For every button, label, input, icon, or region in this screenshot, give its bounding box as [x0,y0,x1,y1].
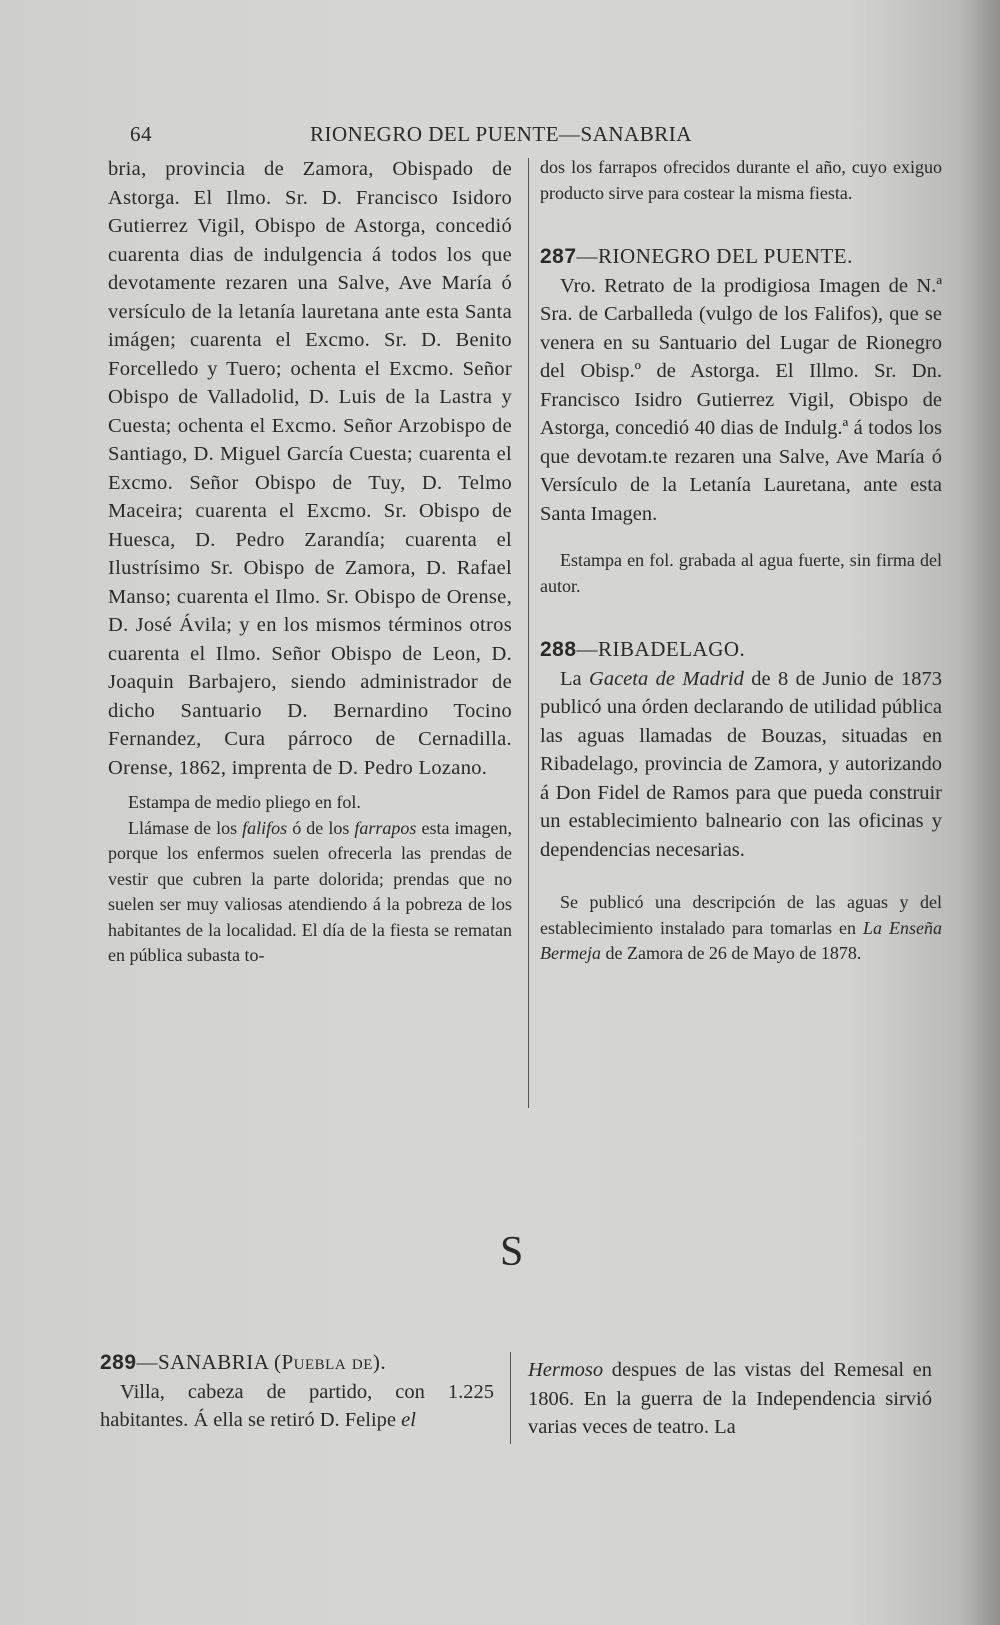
column-divider [528,158,529,1108]
entry-289-heading: 289—SANABRIA (Puebla de). [100,1350,387,1374]
running-title: RIONEGRO DEL PUENTE—SANABRIA [310,122,692,146]
entry-289-left-text: Villa, cabeza de partido, con 1.225 habitantes. Á ella se retiró D. Felipe el [100,1380,494,1431]
entry-288-note: Se publicó una descripción de las aguas y del establecimiento instalado para tomarlas en La Enseña Bermeja de Zamora de 26 de Mayo de 1878. [540,892,943,963]
section-letter: S [500,1229,524,1275]
left-main-paragraph: bria, provincia de Zamora, Obispado de Astorga. El Ilmo. Sr. D. Francisco Isidoro Gutierrez Vigil, Obispo de Astorga, concedió cuarenta dias de indulgencia á todos los que devotamente rezaren una Salve, Ave María ó versículo de la letanía lauretana ante esta Santa imágen; cuarenta el Excmo. Sr. D. Benito Forcelledo y Tuero; ochenta el Excmo. Señor Obispo de Valladolid, D. Luis de la Lastra y Cuesta; ochenta el Excmo. Señor Arzobispo de Santiago, D. Miguel García Cuesta; cuarenta el Excmo. Señor Obispo de Tuy, D. Telmo Maceira; cuarenta el Excmo. Sr. Obispo de Huesca, D. Pedro Zarandía; cuarenta el Ilustrísimo Sr. Obispo de Zamora, D. Rafael Manso; cuarenta el Ilmo. Sr. Obispo de Orense, D. José Ávila; y en los mismos términos otros cuarenta el Ilmo. Señor Obispo de Leon, D. Joaquin Barbajero, siendo administrador de dicho Santuario D. Bernardino Tocino Fernandez, Cura párroco de Cernadilla. Orense, 1862, imprenta de D. Pedro Lozano. [108,158,512,779]
left-notes [108,790,512,969]
left-note-2: Llámase de los falifos ó de los farrapos esta imagen, porque los enfermos suelen ofrecerla las prendas de vestir que cubren la parte dolorida; prendas que no suelen ser muy valiosas atendiendo á la pobreza de los habitantes de la localidad. El día de la fiesta se rematan en pública subasta to- [108,817,513,965]
entry-288-heading: 288—RIBADELAGO. [540,637,746,661]
entry-287-note: Estampa en fol. grabada al agua fuerte, sin firma del autor. [540,550,942,596]
left-column [108,155,512,969]
entry-287-text: Vro. Retrato de la prodigiosa Imagen de N.ª Sra. de Carballeda (vulgo de los Falifos), que se venera en su Santuario del Lugar de Rionegro del Obisp.º de Astorga. El Illmo. Sr. Dn. Francisco Isidro Gutierrez Vigil, Obispo de Astorga, concedió 40 dias de Indulg.ª á todos los que devotam.te rezaren una Salve, Ave María ó Versículo de la Letanía Lauretana, ante esta Santa Imagen. [540,274,942,525]
entry-288-text: La Gaceta de Madrid de 8 de Junio de 1873 publicó una órden declarando de utilidad pública las aguas llamadas de Bouzas, situadas en Ribadelago, provincia de Zamora, y autorizando á Don Fidel de Ramos para que pueda construir un establecimiento balneario con las oficinas y dependencias necesarias. [540,667,943,861]
left-note-1: Estampa de medio pliego en fol. [128,792,361,812]
entry-288 [540,635,942,967]
entry-287-heading: 287—RIONEGRO DEL PUENTE. [540,244,853,268]
entry-289-left [100,1348,494,1435]
entry-289-right [528,1356,932,1442]
bottom-column-divider [510,1352,511,1444]
page-number: 64 [130,122,152,146]
right-column [540,155,942,967]
entry-287 [540,242,942,599]
entry-289-right-text: Hermoso despues de las vistas del Remesal en 1806. En la guerra de la Independencia sirvió varias veces de teatro. La [528,1359,932,1438]
right-continuation: dos los farrapos ofrecidos durante el año, cuyo exiguo producto sirve para costear la misma fiesta. [540,157,942,203]
